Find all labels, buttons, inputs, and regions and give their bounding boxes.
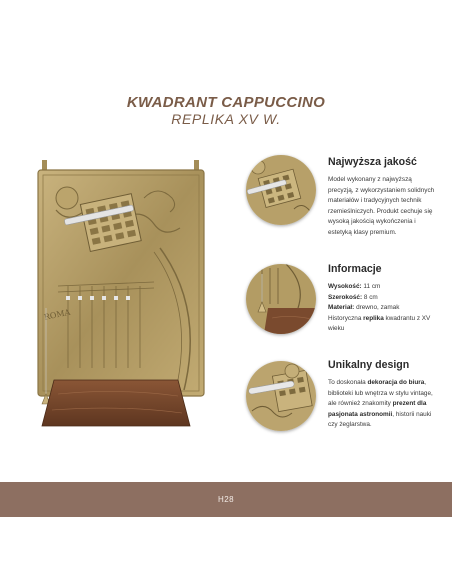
feature-image-design (246, 361, 316, 431)
feature-design-text (328, 378, 436, 431)
spec-material-value: drewno, zamak (356, 304, 400, 312)
product-image (34, 158, 214, 428)
design-text-2: , biblioteki lub wnętrza w stylu vintage, ale również znakomity (328, 379, 433, 408)
wooden-base (42, 380, 190, 426)
sundial-table (80, 194, 141, 252)
feature-image-info (246, 264, 316, 334)
product-code: H28 (218, 495, 234, 504)
spec-material-label: Materiał: (328, 304, 355, 312)
feature-design-title: Unikalny design (328, 359, 410, 371)
spec-width-value: 8 cm (363, 293, 378, 301)
design-bold-2: prezent dla pasjonata astronomii (328, 400, 427, 418)
top-band (0, 0, 452, 66)
design-text-1: To doskonała (328, 379, 368, 386)
feature-design (328, 359, 436, 431)
cherub-face (56, 187, 78, 209)
design-text-3: , historii nauki czy żeglarstwa. (328, 410, 432, 429)
info-desc-post: kwadrantu z XV wieku (328, 314, 431, 333)
feature-info (328, 263, 436, 335)
product-title: KWADRANT CAPPUCCINO (126, 94, 326, 111)
feature-image-quality (246, 155, 316, 225)
info-desc-bold: replika (363, 314, 384, 322)
footer-band (0, 482, 452, 517)
feature-quality-text: Model wykonany z najwyższą precyzją, z wykorzystaniem solidnych materiałów i tradycyjnych technik rzemieślniczych. Produkt cechuje się wysoką jakością wykończenia i estetyką klasy premium. (328, 176, 435, 236)
feature-info-title: Informacje (328, 263, 382, 275)
product-subtitle: REPLIKA XV W. (171, 111, 281, 127)
feature-quality-title: Najwyższa jakość (328, 156, 417, 168)
engraved-roma: ROMA (43, 307, 72, 322)
feature-info-text (328, 282, 436, 335)
design-bold-1: dekoracja do biura (367, 379, 425, 386)
feature-quality (328, 156, 436, 239)
spec-height-label: Wysokość: (328, 283, 362, 290)
spec-width-label: Szerokość: (328, 293, 363, 301)
info-desc-pre: Historyczna (328, 314, 364, 322)
spec-height-value: 11 cm (363, 283, 381, 290)
